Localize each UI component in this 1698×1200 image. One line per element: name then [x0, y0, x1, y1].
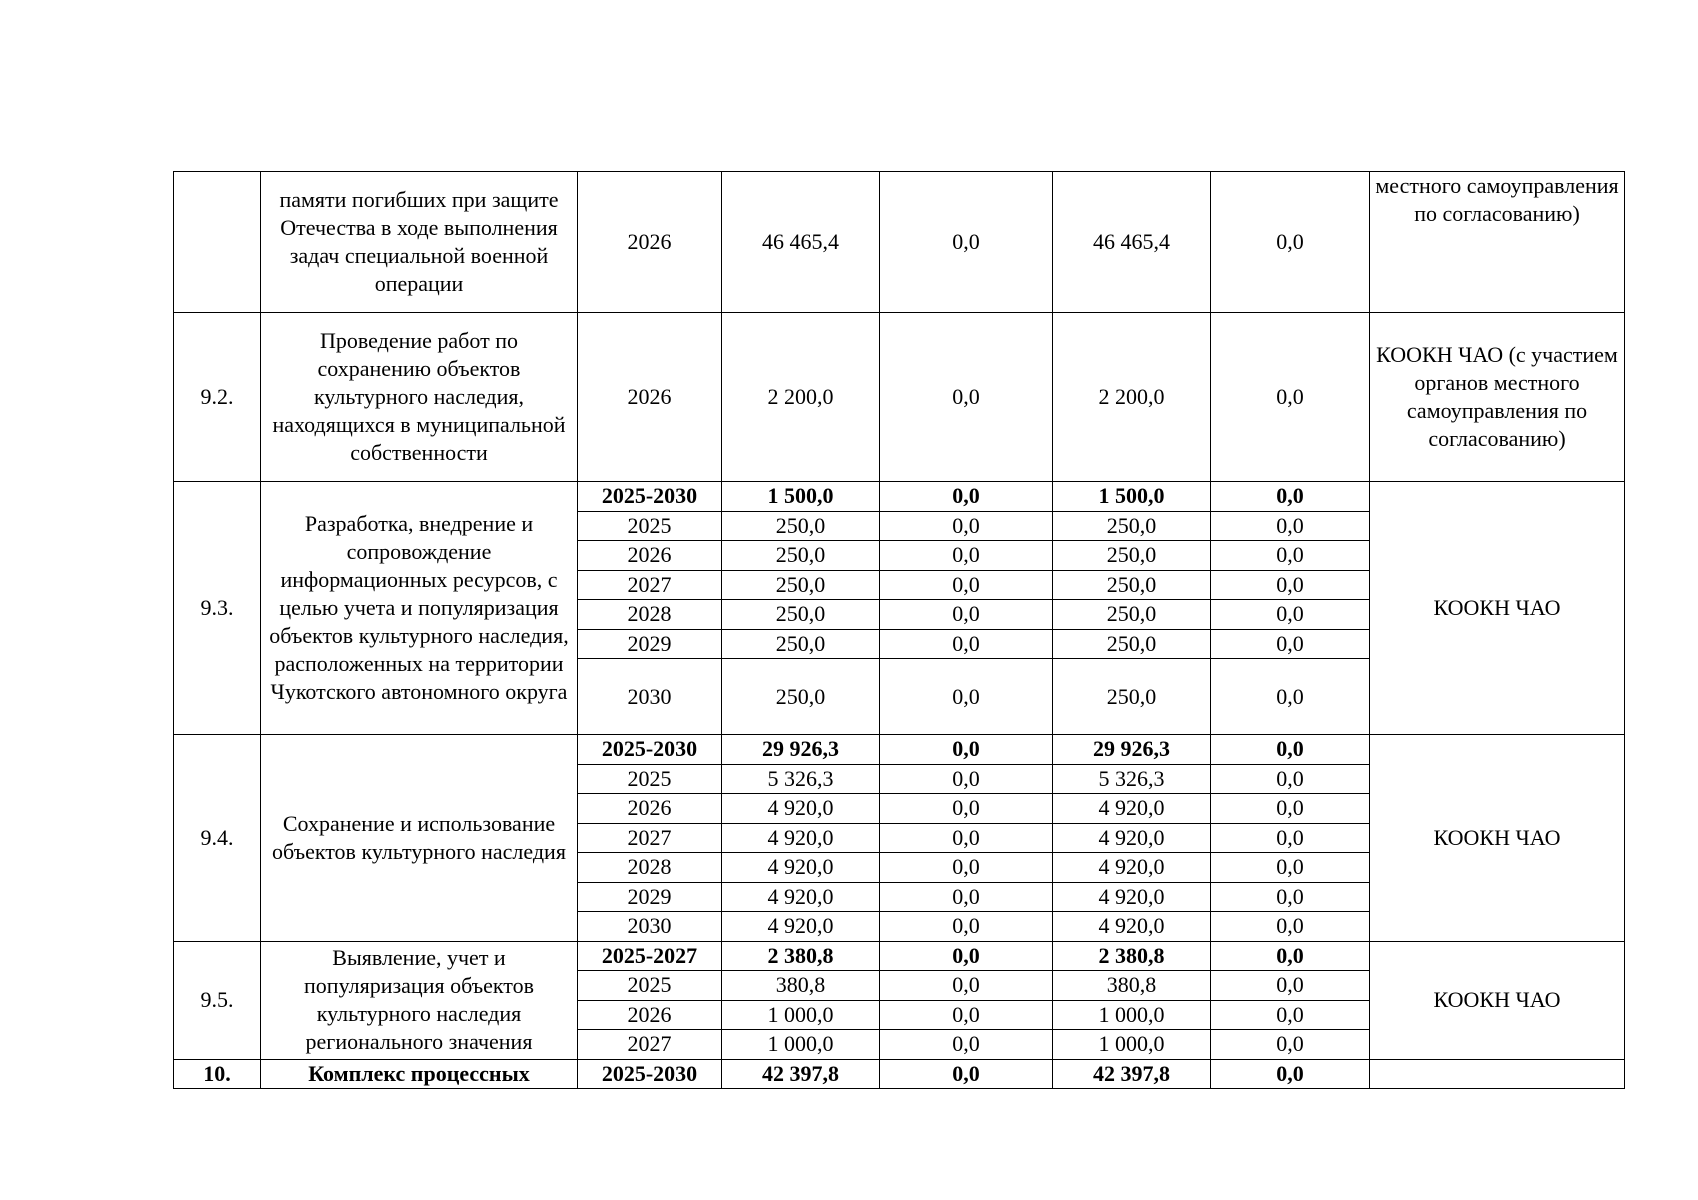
total-cell: 46 465,4	[722, 172, 880, 313]
federal-cell: 0,0	[880, 313, 1053, 482]
regional-cell: 42 397,8	[1053, 1059, 1211, 1088]
regional-cell: 250,0	[1053, 541, 1211, 571]
regional-cell: 250,0	[1053, 629, 1211, 659]
year-cell: 2026	[578, 1000, 722, 1030]
total-cell: 42 397,8	[722, 1059, 880, 1088]
year-cell: 2025-2030	[578, 735, 722, 765]
federal-cell: 0,0	[880, 570, 1053, 600]
local-cell: 0,0	[1211, 313, 1370, 482]
measure-description: памяти погибших при защите Отечества в ходе выполнения задач специальной военной операции	[261, 172, 578, 313]
row-number: 9.5.	[174, 941, 261, 1059]
total-cell: 380,8	[722, 971, 880, 1001]
federal-cell: 0,0	[880, 659, 1053, 735]
row-number: 10.	[174, 1059, 261, 1088]
executor-cell: местного самоуправления по согласованию)	[1370, 172, 1625, 313]
row-number: 9.3.	[174, 482, 261, 735]
total-cell: 4 920,0	[722, 823, 880, 853]
local-cell: 0,0	[1211, 941, 1370, 971]
year-cell: 2025-2030	[578, 1059, 722, 1088]
year-cell: 2025-2030	[578, 482, 722, 512]
local-cell: 0,0	[1211, 971, 1370, 1001]
federal-cell: 0,0	[880, 853, 1053, 883]
regional-cell: 1 000,0	[1053, 1000, 1211, 1030]
regional-cell: 1 000,0	[1053, 1030, 1211, 1060]
local-cell: 0,0	[1211, 659, 1370, 735]
regional-cell: 250,0	[1053, 511, 1211, 541]
year-cell: 2030	[578, 912, 722, 942]
local-cell: 0,0	[1211, 853, 1370, 883]
year-cell: 2026	[578, 794, 722, 824]
total-cell: 2 200,0	[722, 313, 880, 482]
federal-cell: 0,0	[880, 541, 1053, 571]
year-cell: 2029	[578, 882, 722, 912]
local-cell: 0,0	[1211, 172, 1370, 313]
federal-cell: 0,0	[880, 1000, 1053, 1030]
regional-cell: 4 920,0	[1053, 882, 1211, 912]
regional-cell: 29 926,3	[1053, 735, 1211, 765]
total-cell: 2 380,8	[722, 941, 880, 971]
regional-cell: 4 920,0	[1053, 823, 1211, 853]
regional-cell: 5 326,3	[1053, 764, 1211, 794]
year-cell: 2025-2027	[578, 941, 722, 971]
federal-cell: 0,0	[880, 511, 1053, 541]
federal-cell: 0,0	[880, 941, 1053, 971]
year-cell: 2027	[578, 1030, 722, 1060]
federal-cell: 0,0	[880, 600, 1053, 630]
total-cell: 1 500,0	[722, 482, 880, 512]
table-row	[174, 172, 1625, 313]
year-cell: 2028	[578, 600, 722, 630]
regional-cell: 2 200,0	[1053, 313, 1211, 482]
regional-cell: 2 380,8	[1053, 941, 1211, 971]
regional-cell: 250,0	[1053, 600, 1211, 630]
regional-cell: 1 500,0	[1053, 482, 1211, 512]
total-cell: 1 000,0	[722, 1000, 880, 1030]
local-cell: 0,0	[1211, 482, 1370, 512]
regional-cell: 250,0	[1053, 659, 1211, 735]
regional-cell: 4 920,0	[1053, 794, 1211, 824]
total-cell: 250,0	[722, 541, 880, 571]
federal-cell: 0,0	[880, 971, 1053, 1001]
total-cell: 5 326,3	[722, 764, 880, 794]
table-row	[174, 1059, 1625, 1088]
local-cell: 0,0	[1211, 541, 1370, 571]
row-number: 9.4.	[174, 735, 261, 942]
year-cell: 2025	[578, 511, 722, 541]
federal-cell: 0,0	[880, 1059, 1053, 1088]
federal-cell: 0,0	[880, 882, 1053, 912]
row-number: 9.2.	[174, 313, 261, 482]
year-cell: 2025	[578, 971, 722, 1001]
local-cell: 0,0	[1211, 600, 1370, 630]
regional-cell: 4 920,0	[1053, 853, 1211, 883]
executor-cell: КООКН ЧАО	[1370, 482, 1625, 735]
regional-cell: 4 920,0	[1053, 912, 1211, 942]
federal-cell: 0,0	[880, 735, 1053, 765]
total-cell: 4 920,0	[722, 794, 880, 824]
total-cell: 250,0	[722, 600, 880, 630]
total-cell: 250,0	[722, 511, 880, 541]
local-cell: 0,0	[1211, 735, 1370, 765]
year-cell: 2028	[578, 853, 722, 883]
table-row	[174, 735, 1625, 765]
executor-cell	[1370, 1059, 1625, 1088]
total-cell: 250,0	[722, 570, 880, 600]
measure-description: Проведение работ по сохранению объектов культурного наследия, находящихся в муниципальной собственности	[261, 313, 578, 482]
local-cell: 0,0	[1211, 1000, 1370, 1030]
local-cell: 0,0	[1211, 1059, 1370, 1088]
federal-cell: 0,0	[880, 912, 1053, 942]
local-cell: 0,0	[1211, 794, 1370, 824]
year-cell: 2025	[578, 764, 722, 794]
local-cell: 0,0	[1211, 912, 1370, 942]
measure-description: Выявление, учет и популяризация объектов культурного наследия регионального значения	[261, 941, 578, 1059]
measure-description: Комплекс процессных	[261, 1059, 578, 1088]
executor-cell: КООКН ЧАО (с участием органов местного самоуправления по согласованию)	[1370, 313, 1625, 482]
local-cell: 0,0	[1211, 1030, 1370, 1060]
table-row	[174, 482, 1625, 512]
table-row	[174, 313, 1625, 482]
row-number	[174, 172, 261, 313]
year-cell: 2026	[578, 313, 722, 482]
regional-cell: 46 465,4	[1053, 172, 1211, 313]
year-cell: 2027	[578, 823, 722, 853]
federal-cell: 0,0	[880, 764, 1053, 794]
budget-table	[173, 171, 1625, 1089]
federal-cell: 0,0	[880, 823, 1053, 853]
local-cell: 0,0	[1211, 882, 1370, 912]
total-cell: 29 926,3	[722, 735, 880, 765]
measure-description: Сохранение и использование объектов культурного наследия	[261, 735, 578, 942]
year-cell: 2026	[578, 172, 722, 313]
local-cell: 0,0	[1211, 511, 1370, 541]
federal-cell: 0,0	[880, 482, 1053, 512]
executor-cell: КООКН ЧАО	[1370, 941, 1625, 1059]
total-cell: 250,0	[722, 629, 880, 659]
regional-cell: 380,8	[1053, 971, 1211, 1001]
year-cell: 2027	[578, 570, 722, 600]
table-row	[174, 941, 1625, 971]
federal-cell: 0,0	[880, 629, 1053, 659]
year-cell: 2029	[578, 629, 722, 659]
federal-cell: 0,0	[880, 794, 1053, 824]
total-cell: 4 920,0	[722, 912, 880, 942]
regional-cell: 250,0	[1053, 570, 1211, 600]
executor-cell: КООКН ЧАО	[1370, 735, 1625, 942]
year-cell: 2030	[578, 659, 722, 735]
total-cell: 4 920,0	[722, 853, 880, 883]
measure-description: Разработка, внедрение и сопровождение информационных ресурсов, с целью учета и популяризация объектов культурного наследия, расположенных на территории Чукотского автономного округа	[261, 482, 578, 735]
federal-cell: 0,0	[880, 172, 1053, 313]
total-cell: 1 000,0	[722, 1030, 880, 1060]
year-cell: 2026	[578, 541, 722, 571]
total-cell: 4 920,0	[722, 882, 880, 912]
local-cell: 0,0	[1211, 629, 1370, 659]
local-cell: 0,0	[1211, 570, 1370, 600]
local-cell: 0,0	[1211, 823, 1370, 853]
total-cell: 250,0	[722, 659, 880, 735]
local-cell: 0,0	[1211, 764, 1370, 794]
federal-cell: 0,0	[880, 1030, 1053, 1060]
